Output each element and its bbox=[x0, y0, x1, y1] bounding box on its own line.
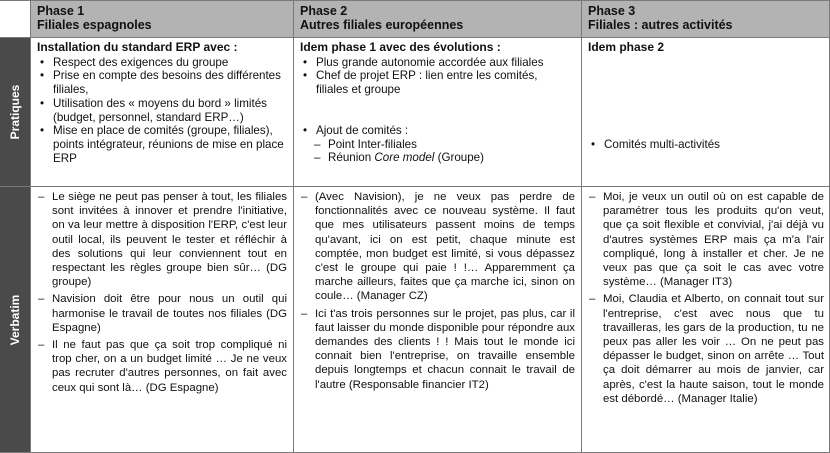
phase-3-label: Phase 3 bbox=[588, 4, 636, 18]
row-label-pratiques bbox=[0, 38, 30, 186]
quote-item: – Moi, je veux un outil où on est capable de paramétrer tous les produits qu'on veut, que ça soit flexible et convivial, j'ai déjà vu d'autres systèmes ERP mais ça m'a l'air compliqué, long à installer et cher. Je ne veux pas que ça soit le cas avec votre système… (Manager IT3) bbox=[588, 190, 824, 289]
phase-2-subtitle: Autres filiales européennes bbox=[300, 18, 464, 32]
list-item: • Utilisation des « moyens du bord » limités (budget, personnel, standard ERP…) bbox=[37, 97, 287, 124]
header-phase-1 bbox=[31, 0, 293, 37]
list-item: • Ajout de comités : bbox=[300, 124, 575, 138]
pratiques-phase-3 bbox=[582, 38, 830, 186]
quote-item: – Navision doit être pour nous un outil qui harmonise le travail de toutes nos filiales (DG Espagne) bbox=[37, 292, 287, 335]
sub-list-item: – Point Inter-filiales bbox=[300, 138, 575, 152]
divider bbox=[0, 37, 830, 38]
verbatim-1-list bbox=[37, 190, 287, 395]
phase-1-label: Phase 1 bbox=[37, 4, 85, 18]
divider bbox=[0, 186, 830, 187]
quote-item: – (Avec Navision), je ne veux pas perdre de fonctionnalités avec ce nouveau système. Il faut que mes utilisateurs passent moins de temps qu'avant, ici on est petit, chaque minute est comptée, mon budget est limité, si vous dépassez c'est le groupe qui paie ! !… Apparemment ça marche ailleurs, faites que ça marche ici, sinon on coule… (Manager CZ) bbox=[300, 190, 575, 304]
list-item: • Mise en place de comités (groupe, filiales), points intégrateur, réunions de mise en place ERP bbox=[37, 124, 287, 165]
pratiques-3-list bbox=[588, 138, 824, 152]
pratiques-1-title: Installation du standard ERP avec : bbox=[37, 40, 238, 54]
verbatim-phase-2 bbox=[294, 187, 581, 453]
header-phase-3 bbox=[582, 0, 830, 37]
pratiques-phase-1 bbox=[31, 38, 293, 186]
pratiques-label: Pratiques bbox=[8, 84, 22, 140]
pratiques-phase-2 bbox=[294, 38, 581, 186]
phase-2-label: Phase 2 bbox=[300, 4, 348, 18]
verbatim-phase-1 bbox=[31, 187, 293, 453]
phase-3-subtitle: Filiales : autres activités bbox=[588, 18, 733, 32]
divider bbox=[30, 0, 31, 453]
divider bbox=[581, 0, 582, 453]
verbatim-label: Verbatim bbox=[8, 294, 22, 346]
header-phase-2 bbox=[294, 0, 581, 37]
sub-list-item bbox=[300, 151, 575, 165]
pratiques-3-title: Idem phase 2 bbox=[588, 40, 665, 54]
pratiques-2-comites bbox=[300, 124, 575, 138]
list-item: • Prise en compte des besoins des différentes filiales, bbox=[37, 69, 287, 96]
divider bbox=[293, 0, 294, 453]
sub-item-prefix: Réunion bbox=[328, 151, 375, 165]
phase-1-subtitle: Filiales espagnoles bbox=[37, 18, 152, 32]
sub-item-suffix: (Groupe) bbox=[434, 151, 484, 165]
divider bbox=[0, 0, 830, 1]
quote-item: – Moi, Claudia et Alberto, on connait tout sur l'entreprise, c'est avec nous que tu travailleras, les gars de la production, tu ne peux pas aller les voir … On ne peut pas dépasser le budget, sinon on arrête … Tout ça doit démarrer au mois de janvier, car après, c'est la haute saison, tout le monde est débordé… (Manager Italie) bbox=[588, 292, 824, 406]
quote-item: – Ici t'as trois personnes sur le projet, pas plus, car il faut laisser du monde disponible pour répondre aux demandes des clients ! ! Mais tout le monde ici connait bien l'entreprise, on travaille ensemble depuis longtemps et chacun connait le travail de l'autre (Responsable financier IT2) bbox=[300, 307, 575, 392]
pratiques-2-list bbox=[300, 56, 575, 97]
quote-item: – Le siège ne peut pas penser à tout, les filiales sont invitées à innover et prendre l'initiative, on va leur mettre à disposition l'ERP, c'est leur outil local, ils peuvent le tester et réfléchir à des solutions qui leur conviennent tout en respectant les règles groupe bien sûr… (DG groupe) bbox=[37, 190, 287, 289]
pratiques-2-sublist bbox=[300, 138, 575, 165]
list-item: • Respect des exigences du groupe bbox=[37, 56, 287, 70]
list-item: • Chef de projet ERP : lien entre les comités, filiales et groupe bbox=[300, 69, 575, 96]
sub-item-emphasis: Core model bbox=[374, 151, 435, 165]
list-item: • Comités multi-activités bbox=[588, 138, 824, 152]
quote-item: – Il ne faut pas que ça soit trop compliqué ni trop cher, on a un budget limité … Je ne veux pas recruter d'autres personnes, on fait avec ceux qui sont là… (DG Espagne) bbox=[37, 338, 287, 395]
verbatim-phase-3 bbox=[582, 187, 830, 453]
corner-cell bbox=[0, 0, 30, 37]
pratiques-2-title: Idem phase 1 avec des évolutions : bbox=[300, 40, 501, 54]
row-label-verbatim bbox=[0, 187, 30, 453]
verbatim-3-list bbox=[588, 190, 824, 406]
list-item: • Plus grande autonomie accordée aux filiales bbox=[300, 56, 575, 70]
verbatim-2-list bbox=[300, 190, 575, 392]
pratiques-1-list bbox=[37, 56, 287, 166]
